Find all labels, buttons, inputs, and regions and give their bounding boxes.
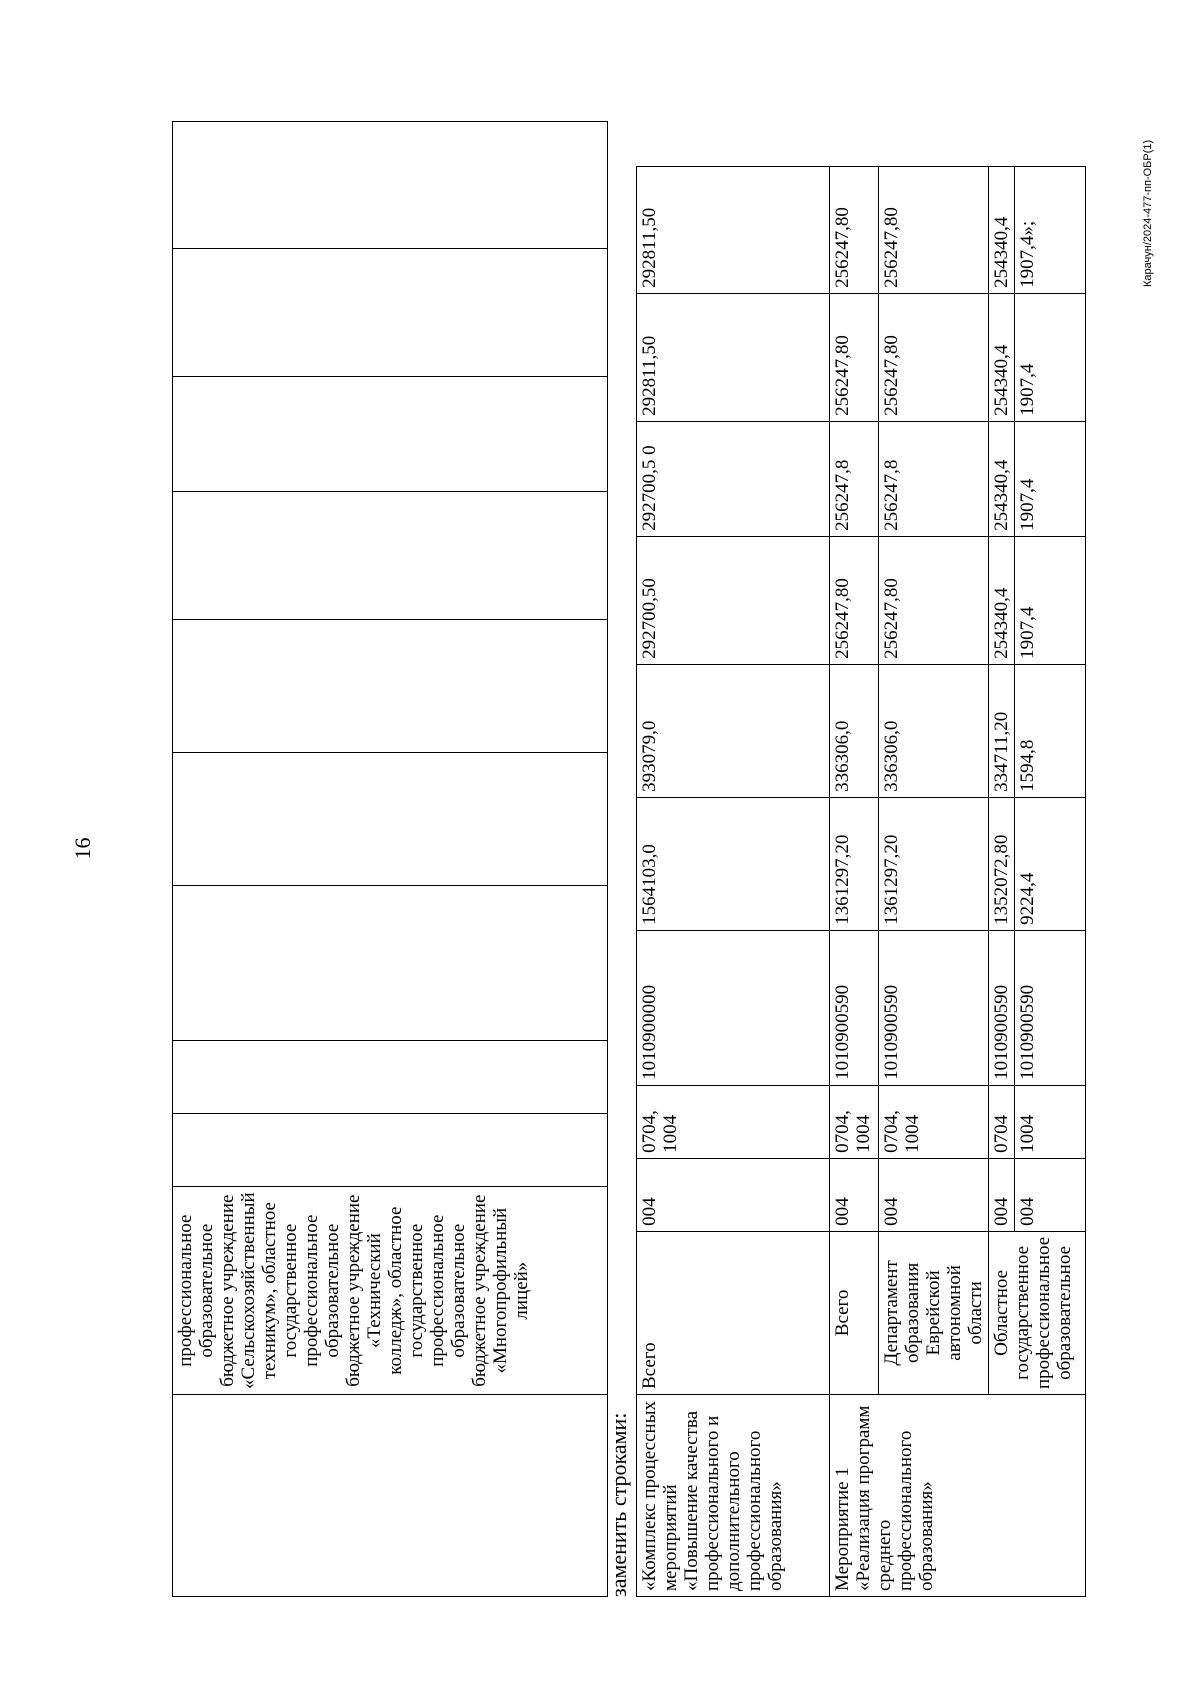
- row-name: Мероприятие 1 «Реализация программ среднего профессионального образования»: [830, 1395, 1086, 1597]
- value-cell: 1907,4: [1015, 421, 1086, 536]
- value-cell: 256247,8: [830, 421, 879, 536]
- empty-cell: [173, 753, 608, 886]
- grbs-cell: 004: [1015, 1158, 1086, 1231]
- empty-cell: [173, 1041, 608, 1114]
- value-cell: 1907,4»;: [1015, 166, 1086, 293]
- csr-cell: 1010900590: [830, 930, 879, 1085]
- replacement-table: [636, 166, 1086, 1597]
- value-cell: 292700,5 0: [637, 421, 830, 536]
- value-cell: 292700,50: [637, 536, 830, 664]
- value-cell: 256247,80: [879, 536, 989, 664]
- row-name: «Комплекс процессных мероприятий «Повышение качества профессионального и дополнительного профессионального образования»: [637, 1395, 830, 1597]
- grbs-cell: 004: [830, 1158, 879, 1231]
- grbs-cell: 004: [989, 1158, 1015, 1231]
- value-cell: 256247,80: [879, 293, 989, 421]
- empty-cell: [173, 122, 608, 249]
- empty-cell: [173, 620, 608, 753]
- value-cell: 254340,4: [989, 536, 1015, 664]
- value-cell: 334711,20: [989, 664, 1015, 797]
- value-cell: 254340,4: [989, 293, 1015, 421]
- value-cell: 256247,8: [879, 421, 989, 536]
- page-number: 16: [70, 837, 95, 860]
- value-cell: 256247,80: [879, 166, 989, 293]
- table-row: [989, 166, 1015, 1596]
- table-row: [637, 166, 830, 1596]
- empty-cell: [173, 1114, 608, 1187]
- value-cell: 1361297,20: [879, 797, 989, 930]
- table-row: [879, 166, 989, 1596]
- name-cell: [173, 1395, 608, 1597]
- empty-cell: [173, 249, 608, 377]
- value-cell: 1594,8: [1015, 664, 1086, 797]
- value-cell: 336306,0: [830, 664, 879, 797]
- value-cell: 256247,80: [830, 536, 879, 664]
- grbs-cell: 004: [879, 1158, 989, 1231]
- value-cell: 256247,80: [830, 166, 879, 293]
- value-cell: 292811,50: [637, 166, 830, 293]
- value-cell: 1352072,80: [989, 797, 1015, 930]
- value-cell: 9224,4: [1015, 797, 1086, 930]
- csr-cell: 1010900590: [989, 930, 1015, 1085]
- row-executor: Областное государственное профессиональное образовательное: [989, 1231, 1086, 1394]
- csr-cell: 1010900590: [1015, 930, 1086, 1085]
- row-executor: Департамент образования Еврейской автономной области: [879, 1231, 989, 1394]
- row-executor: Всего: [637, 1231, 830, 1394]
- rzpr-cell: 1004: [1015, 1085, 1086, 1158]
- csr-cell: 1010900590: [879, 930, 989, 1085]
- empty-cell: [173, 492, 608, 620]
- value-cell: 256247,80: [830, 293, 879, 421]
- rzpr-cell: 0704, 1004: [830, 1085, 879, 1158]
- csr-cell: 1010900000: [637, 930, 830, 1085]
- replace-label: заменить строками:: [606, 1412, 631, 1597]
- value-cell: 1907,4: [1015, 536, 1086, 664]
- continuation-table: [172, 121, 608, 1597]
- value-cell: 1361297,20: [830, 797, 879, 930]
- value-cell: 393079,0: [637, 664, 830, 797]
- grbs-cell: 004: [637, 1158, 830, 1231]
- executor-description: профессиональное образовательное бюджетное учреждение «Сельскохозяйственный техникум», областное государственное профессиональное образовательное бюджетное учреждение «Технический колледж», областное государственное профессиональное образовательное бюджетное учреждение «Многопрофильный лицей»: [173, 1187, 608, 1395]
- value-cell: 254340,4: [989, 421, 1015, 536]
- rzpr-cell: 0704: [989, 1085, 1015, 1158]
- value-cell: 336306,0: [879, 664, 989, 797]
- value-cell: 1564103,0: [637, 797, 830, 930]
- rzpr-cell: 0704, 1004: [637, 1085, 830, 1158]
- rzpr-cell: 0704, 1004: [879, 1085, 989, 1158]
- document-code: Карачун/2024-477-пп-ОБР(1): [1142, 139, 1154, 287]
- table-row: [830, 166, 879, 1596]
- empty-cell: [173, 377, 608, 492]
- value-cell: 254340,4: [989, 166, 1015, 293]
- value-cell: 292811,50: [637, 293, 830, 421]
- empty-cell: [173, 886, 608, 1041]
- row-executor: Всего: [830, 1231, 879, 1394]
- value-cell: 1907,4: [1015, 293, 1086, 421]
